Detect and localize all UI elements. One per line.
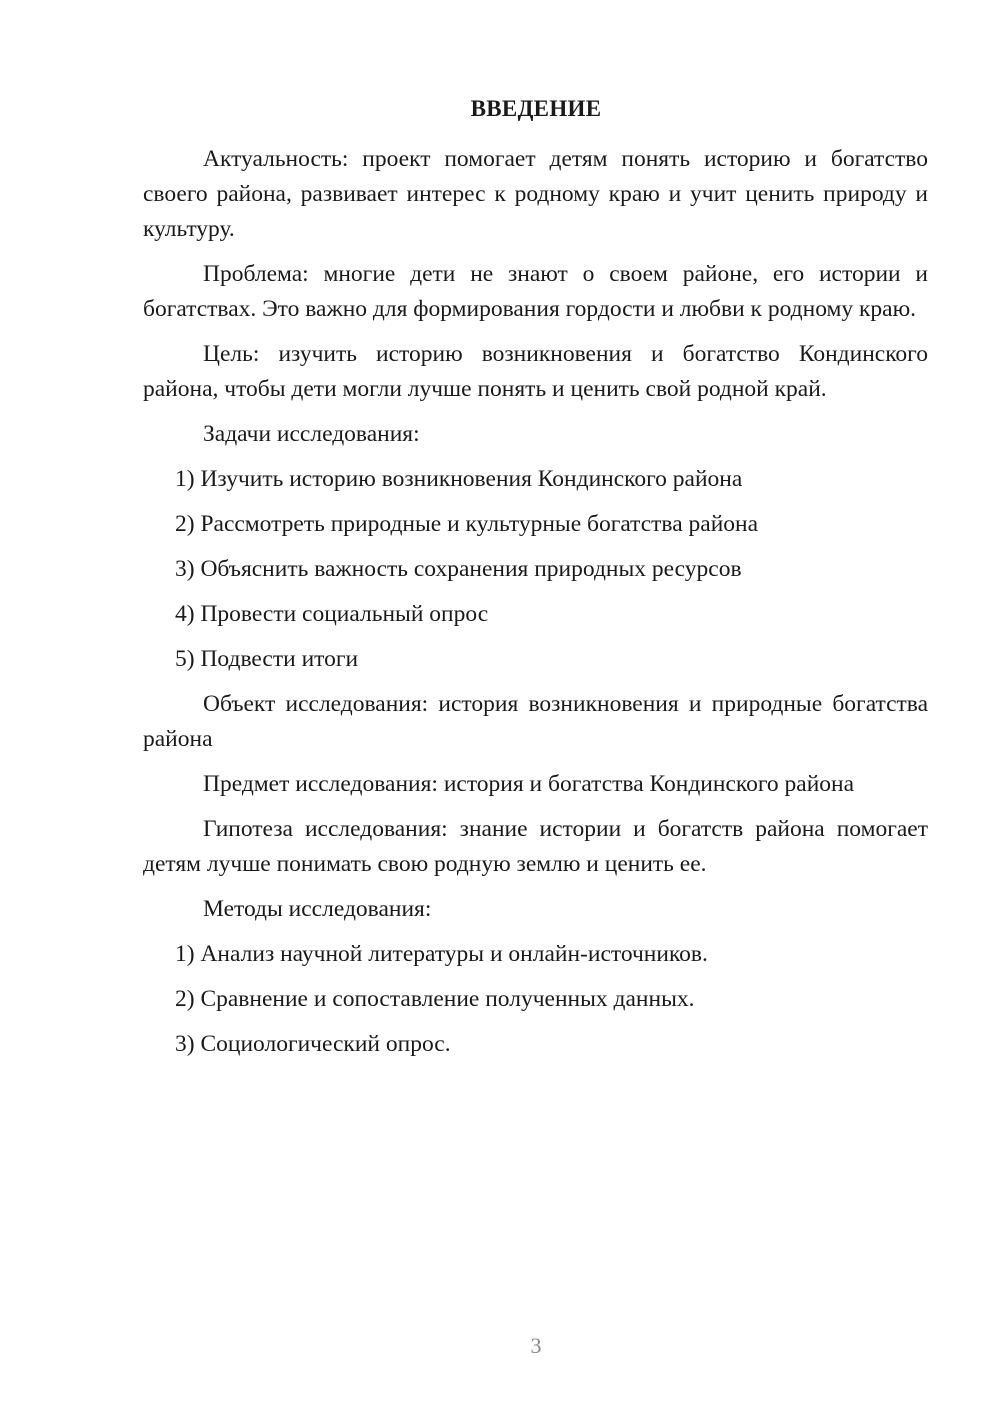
- list-item: 3) Социологический опрос.: [175, 1031, 451, 1057]
- paragraph-goal: Цель: изучить историю возникновения и богатство Кондинского района, чтобы дети могли лучше понять и ценить свой родной край.: [143, 341, 928, 402]
- paragraph-object: Объект исследования: история возникновения и природные богатства района: [143, 691, 928, 752]
- methods-list: [143, 937, 928, 1062]
- paragraph-relevance: Актуальность: проект помогает детям понять историю и богатство своего района, развивает интерес к родному краю и учит ценить природу и культуру.: [143, 146, 928, 242]
- paragraph-hypothesis: Гипотеза исследования: знание истории и богатств района помогает детям лучше понимать свою родную землю и ценить ее.: [143, 816, 928, 877]
- tasks-list: [143, 462, 928, 677]
- list-item: 5) Подвести итоги: [175, 646, 359, 672]
- paragraph-subject: Предмет исследования: история и богатства Кондинского района: [203, 771, 855, 797]
- list-item: 2) Сравнение и сопоставление полученных данных.: [175, 986, 695, 1012]
- document-body: [143, 142, 928, 1072]
- list-item: 2) Рассмотреть природные и культурные богатства района: [175, 511, 759, 537]
- list-item: 3) Объяснить важность сохранения природных ресурсов: [175, 556, 742, 582]
- list-item: 1) Анализ научной литературы и онлайн-источников.: [175, 941, 708, 967]
- page-number: 3: [530, 1333, 542, 1358]
- methods-title: Методы исследования:: [203, 896, 432, 922]
- paragraph-problem: Проблема: многие дети не знают о своем районе, его истории и богатствах. Это важно для формирования гордости и любви к родному краю.: [143, 261, 928, 322]
- list-item: 4) Провести социальный опрос: [175, 601, 489, 627]
- page-title: ВВЕДЕНИЕ: [470, 96, 602, 121]
- tasks-title: Задачи исследования:: [203, 421, 420, 447]
- list-item: 1) Изучить историю возникновения Кондинского района: [175, 466, 743, 492]
